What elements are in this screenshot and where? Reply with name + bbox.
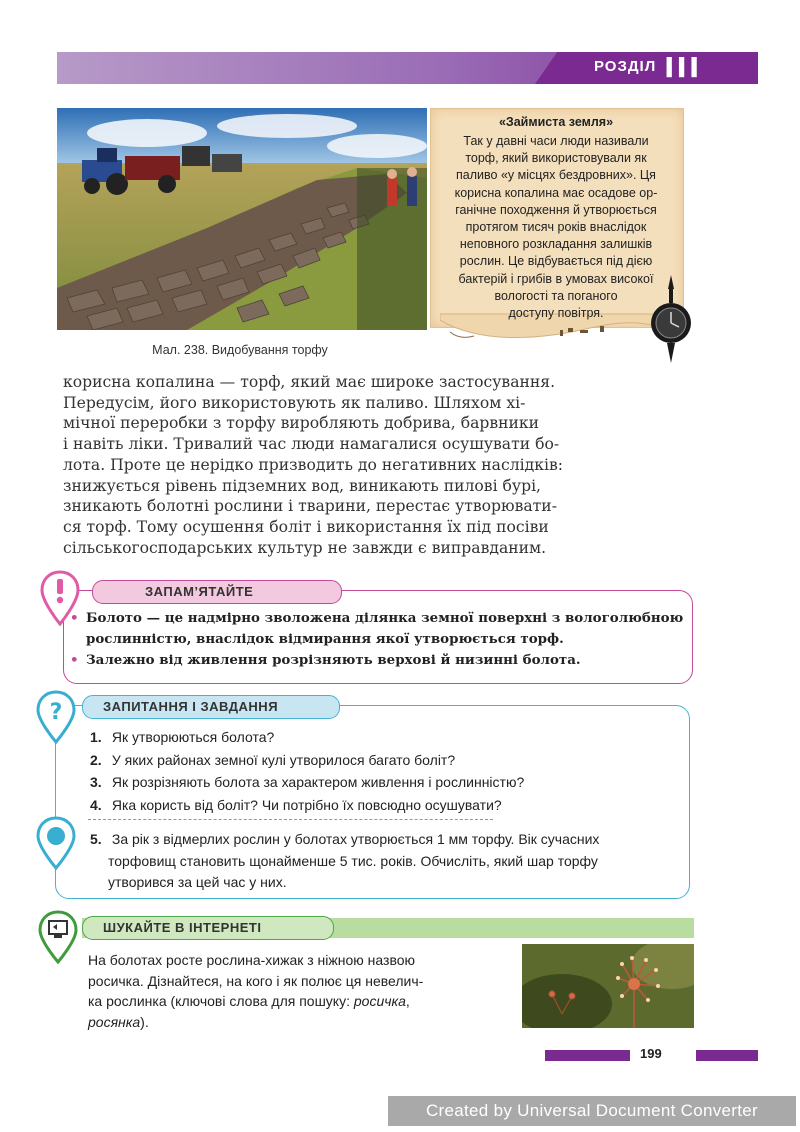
remember-heading-text: ЗАПАМ’ЯТАЙТЕ [145, 584, 254, 599]
paragraph-line: і навіть ліки. Тривалий час люди намагалися осушувати бо- [63, 435, 560, 454]
note-line: рослин. Це відбувається під дією [459, 254, 653, 269]
search-text [88, 950, 508, 1032]
note-line: доступу повітря. [508, 306, 604, 321]
search-heading-text: ШУКАЙТЕ В ІНТЕРНЕТІ [103, 920, 262, 935]
note-line: торф, який використовували як [465, 151, 647, 166]
main-paragraph [63, 372, 563, 558]
keyword-2: росянка [88, 1013, 141, 1030]
remember-item: • Залежно від живлення розрізняють верхові й низинні болота. [70, 650, 685, 671]
note-text [436, 133, 676, 322]
svg-text:?: ? [49, 700, 63, 725]
clock-icon [650, 275, 692, 365]
keyword-separator: , [405, 993, 410, 1009]
task-line [90, 829, 690, 851]
task-number: 5. [90, 831, 102, 847]
question-number: 2. [90, 751, 102, 768]
note-line: ганічне походження й утворюється [455, 202, 657, 217]
question-item [90, 726, 690, 749]
paragraph-line: корисна копалина — торф, який має широке застосування. [63, 373, 556, 391]
search-line: На болотах росте рослина-хижак з ніжною назвою [88, 952, 416, 968]
keyword-1: росичка [353, 993, 406, 1009]
paragraph-line: лота. Проте це нерідко призводить до негативних наслідків: [63, 455, 563, 474]
question-item [90, 749, 690, 772]
search-line-text: ка рослинка (ключові слова для пошуку: [88, 993, 354, 1009]
task-text: За рік з відмерлих рослин у болотах утворюється 1 мм торфу. Вік сучасних [111, 831, 600, 847]
paragraph-line: знижується рівень підземних вод, виникають пилові бурі, [63, 476, 542, 495]
watermark-text: Created by Universal Document Converter [425, 1101, 758, 1120]
note-line: вологості та поганого [494, 288, 618, 303]
paragraph-line: ся торф. Тому осушення боліт і використання їх під посіви [63, 517, 549, 536]
question-number: 4. [90, 796, 102, 813]
circle-pin-icon [35, 816, 77, 870]
remember-heading [92, 580, 342, 604]
section-number: III [664, 51, 702, 84]
peat-extraction-photo [57, 108, 427, 330]
page-number: 199 [640, 1046, 662, 1061]
paragraph-line: зникають болотні рослини і тварини, перестає утворювати- [63, 497, 557, 516]
question-number: 3. [90, 774, 102, 790]
note-line: Так у давні часи люди називали [463, 134, 649, 148]
sundew-photo [522, 944, 694, 1028]
task-item [90, 829, 690, 894]
question-text: Як розрізняють болота за характером живлення і рослинністю? [111, 774, 525, 790]
remember-list [70, 608, 685, 671]
task-line: торфовищ становить щонайменше 5 тис. років. Обчисліть, який шар торфу [108, 852, 598, 869]
note-line: неповного розкладання залишків [459, 237, 653, 252]
computer-pin-icon [38, 910, 78, 964]
remember-item-line: рослинністю, внаслідок відмирання якої утворюється торф. [86, 631, 564, 647]
questions-heading-text: ЗАПИТАННЯ І ЗАВДАННЯ [103, 699, 279, 714]
questions-divider [88, 819, 493, 820]
note-title: «Займиста земля» [498, 115, 614, 129]
questions-heading [82, 695, 340, 719]
search-line-end: ). [140, 1013, 149, 1030]
search-line [88, 1012, 508, 1033]
watermark [388, 1096, 796, 1126]
note-line: паливо «у місцях бездровних». Ця [456, 168, 656, 183]
note-line: корисна копалина має осадове ор- [454, 185, 658, 200]
paragraph-line: мічної переробки з торфу виробляють добрива, барвники [63, 414, 540, 433]
search-heading [82, 916, 334, 940]
paragraph-line: Передусім, його використовують як паливо. Шляхом хі- [63, 393, 526, 412]
search-line: росичка. Дізнайтеся, на кого і як полює ця невелич- [88, 972, 424, 989]
search-line [88, 991, 508, 1012]
remember-item-line: • Болото — це надмірно зволожена ділянка земної поверхні з вологолюбною [86, 610, 684, 626]
note-line: протягом тисяч років внаслідок [465, 220, 647, 235]
questions-list [90, 726, 690, 816]
question-number: 1. [90, 729, 102, 745]
remember-item [70, 608, 685, 650]
question-item [90, 794, 690, 817]
section-label: РОЗДІЛ [594, 58, 657, 75]
footer-bar-right [696, 1050, 758, 1061]
question-item [90, 771, 690, 794]
note-line: бактерій і грибів в умовах високої [458, 271, 654, 286]
question-text: У яких районах земної кулі утворилося багато боліт? [111, 751, 456, 768]
question-text: Як утворюються болота? [111, 729, 275, 745]
footer-bar-left [545, 1050, 630, 1061]
figure-caption: Мал. 238. Видобування торфу [152, 343, 328, 357]
task-line: утворився за цей час у них. [108, 874, 287, 890]
question-text: Яка користь від боліт? Чи потрібно їх повсюдно осушувати? [111, 796, 502, 813]
question-pin-icon [35, 690, 77, 744]
paragraph-line: сільськогосподарських культур не завжди є виправданим. [63, 538, 547, 557]
